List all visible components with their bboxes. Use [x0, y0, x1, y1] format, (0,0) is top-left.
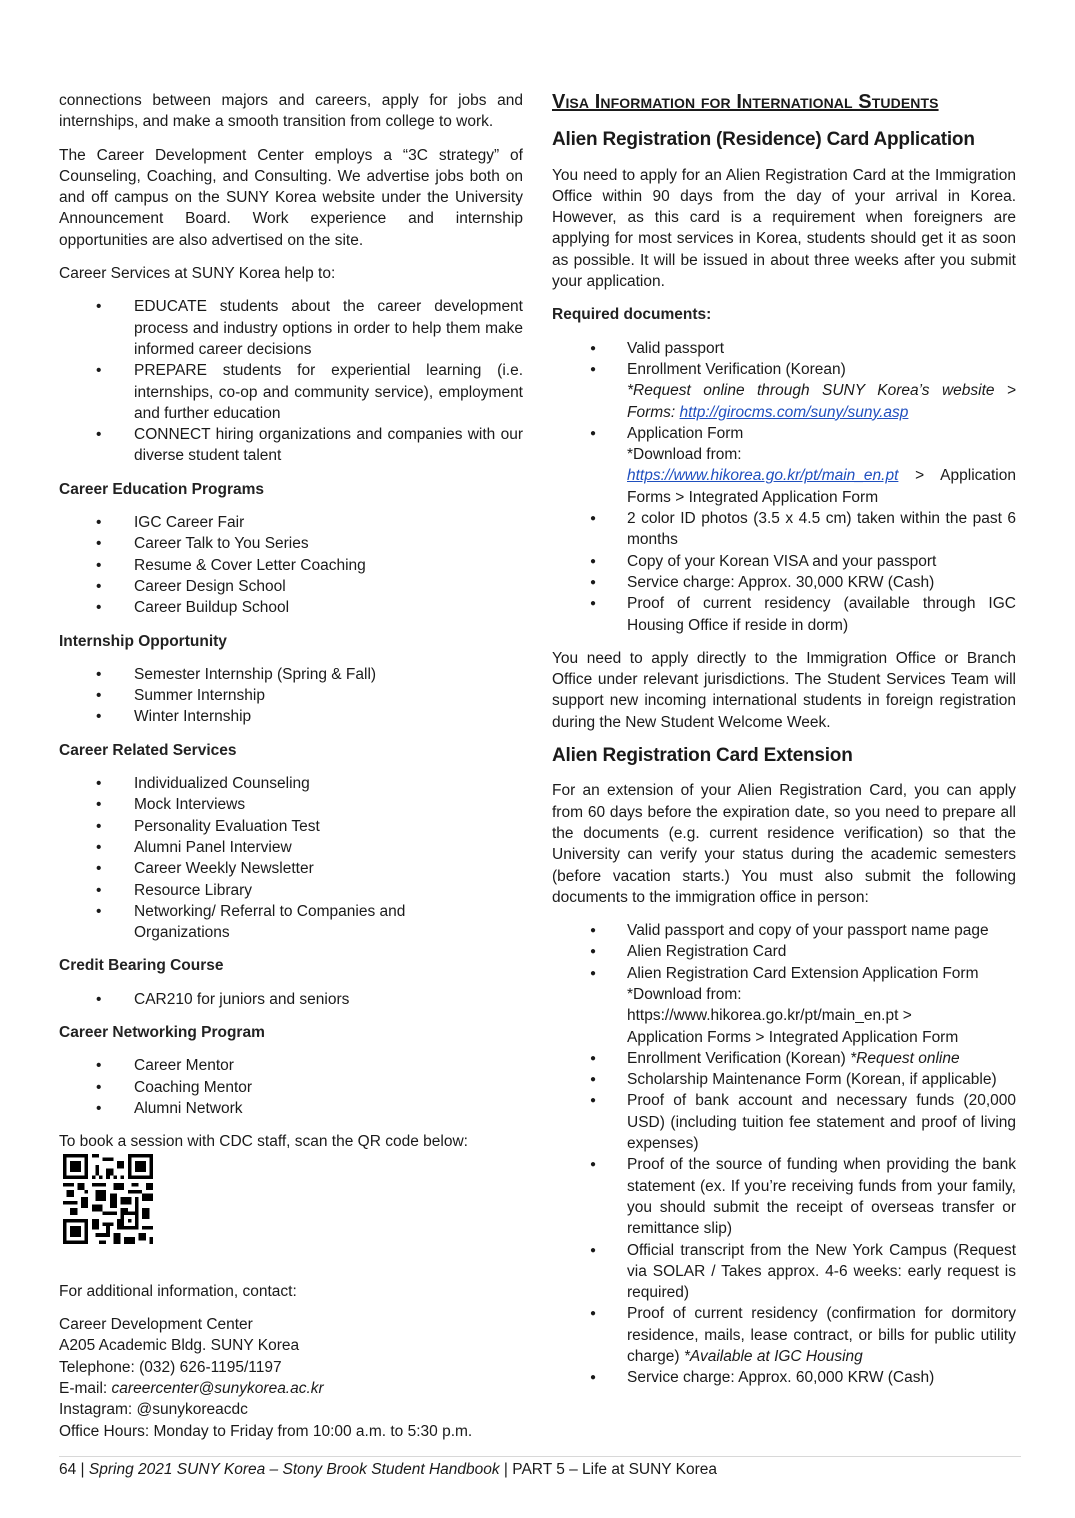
intro-paragraph-1: connections between majors and careers, apply for jobs and internships, and make a smooth transition from college to work. — [59, 92, 523, 131]
list-item: ● Official transcript from the New York Campus (Request via SOLAR / Takes approx. 4-6 weeks: early request is required) — [552, 1240, 1016, 1304]
appform-note: *Download from: — [627, 446, 742, 464]
list-item — [552, 963, 1016, 1048]
list-item: • Resume & Cover Letter Coaching — [59, 555, 523, 576]
list-item: • Resource Library — [59, 880, 523, 901]
list-item — [552, 1303, 1016, 1367]
contact-intro: For additional information, contact: — [59, 1282, 297, 1300]
list-item: ● 2 color ID photos (3.5 x 4.5 cm) taken within the past 6 months — [552, 508, 1016, 551]
internship-list — [59, 664, 523, 728]
qr-intro: To book a session with CDC staff, scan the QR code below: — [59, 1133, 468, 1151]
section-heading: Credit Bearing Course — [59, 957, 224, 975]
ext-enrollment-label: Enrollment Verification (Korean) — [627, 1049, 851, 1067]
section-heading: Career Networking Program — [59, 1023, 265, 1041]
list-item: • Alumni Panel Interview — [59, 837, 523, 858]
appform-path: > Application Forms > Integrated Application Form — [627, 467, 1016, 506]
qr-code[interactable] — [63, 1154, 153, 1244]
list-item: • Career Weekly Newsletter — [59, 858, 523, 879]
page-footer — [59, 1461, 717, 1479]
ext-residency-label: Proof of current residency (confirmation for dormitory residence, mails, lease contract, or bills for public utility charge) — [627, 1305, 1016, 1366]
footer-divider — [59, 1456, 1021, 1457]
list-item: • Semester Internship (Spring & Fall) — [59, 664, 523, 685]
list-item: • Alumni Network — [59, 1098, 523, 1119]
ext-form-url: https://www.hikorea.go.kr/pt/main_en.pt > — [627, 1007, 912, 1025]
list-item: • Career Mentor — [59, 1055, 523, 1076]
enrollment-label: Enrollment Verification (Korean) — [627, 360, 846, 378]
part-title: PART 5 – Life at SUNY Korea — [512, 1461, 718, 1478]
ext-enrollment-note: *Request online — [850, 1049, 960, 1067]
enrollment-note: *Request online through SUNY Korea’s website > Forms: — [627, 382, 1016, 421]
list-item: ● Copy of your Korean VISA and your passport — [552, 551, 1016, 572]
list-item: ● Proof of the source of funding when providing the bank statement (ex. If you’re receiving funds from your family, you should submit the receipt of overseas transfer or remittance slip) — [552, 1154, 1016, 1239]
required-documents-heading: Required documents: — [552, 306, 712, 324]
list-item: • Summer Internship — [59, 685, 523, 706]
list-item: • EDUCATE students about the career development process and industry options in order to help them make informed career decisions — [59, 296, 523, 360]
arc-application-heading: Alien Registration (Residence) Card Application — [552, 129, 975, 151]
list-item: • Career Design School — [59, 576, 523, 597]
email-link[interactable]: careercenter@sunykorea.ac.kr — [111, 1379, 324, 1397]
services-intro: Career Services at SUNY Korea help to: — [59, 265, 336, 283]
list-item: ● Valid passport — [552, 338, 1016, 359]
list-item: • Individualized Counseling — [59, 773, 523, 794]
list-item: ● Alien Registration Card — [552, 941, 1016, 962]
list-item: ● Service charge: Approx. 60,000 KRW (Cash) — [552, 1367, 1016, 1388]
handbook-title: Spring 2021 SUNY Korea – Stony Brook Student Handbook — [88, 1461, 500, 1478]
page-number: 64 — [59, 1461, 77, 1478]
email-label: E-mail: — [59, 1379, 112, 1397]
contact-name: Career Development Center — [59, 1316, 253, 1334]
footer-separator: | — [499, 1461, 513, 1478]
ext-residency-note: *Available at IGC Housing — [683, 1348, 863, 1366]
list-item: • Career Talk to You Series — [59, 533, 523, 554]
appform-label: Application Form — [627, 424, 744, 442]
list-item — [552, 423, 1016, 508]
list-item: • CAR210 for juniors and seniors — [59, 989, 523, 1010]
contact-block — [59, 1314, 523, 1442]
section-heading: Internship Opportunity — [59, 632, 227, 650]
career-education-list — [59, 512, 523, 618]
networking-list — [59, 1055, 523, 1119]
list-item: ● Proof of bank account and necessary funds (20,000 USD) (including tuition fee statement and proof of living expenses) — [552, 1090, 1016, 1154]
intro-paragraph-2: The Career Development Center employs a “3C strategy” of Counseling, Coaching, and Consulting. We advertise jobs both on and off campus on the SUNY Korea website under the University Announcement Board. Work experience and internship opportunities are also advertised on the site. — [59, 146, 523, 249]
required-documents-list — [552, 338, 1016, 636]
related-services-list — [59, 773, 523, 943]
ext-form-label: Alien Registration Card Extension Application Form — [627, 964, 979, 982]
contact-address: A205 Academic Bldg. SUNY Korea — [59, 1337, 300, 1355]
list-item: • Networking/ Referral to Companies and Organizations — [59, 901, 523, 944]
contact-instagram: Instagram: @sunykoreacdc — [59, 1401, 248, 1419]
contact-hours: Office Hours: Monday to Friday from 10:00 a.m. to 5:30 p.m. — [59, 1422, 473, 1440]
extension-documents-list — [552, 920, 1016, 1389]
footer-separator: | — [76, 1461, 89, 1478]
ext-form-path: Application Forms > Integrated Application Form — [627, 1028, 959, 1046]
list-item: • CONNECT hiring organizations and companies with our diverse student talent — [59, 424, 523, 467]
list-item: • Mock Interviews — [59, 794, 523, 815]
section-heading: Career Related Services — [59, 741, 237, 759]
list-item: • PREPARE students for experiential learning (i.e. internships, co-op and community service), employment and further education — [59, 360, 523, 424]
list-item — [552, 359, 1016, 423]
list-item: • Coaching Mentor — [59, 1077, 523, 1098]
arc-paragraph-2: You need to apply directly to the Immigration Office or Branch Office under relevant jurisdictions. The Student Services Team will support new incoming international students in foreign registration during the New Student Welcome Week. — [552, 649, 1016, 731]
list-item: • IGC Career Fair — [59, 512, 523, 533]
credit-course-list — [59, 989, 523, 1010]
contact-email-line — [59, 1378, 523, 1399]
list-item: • Winter Internship — [59, 706, 523, 727]
list-item: ● Service charge: Approx. 30,000 KRW (Cash) — [552, 572, 1016, 593]
arc-extension-heading: Alien Registration Card Extension — [552, 745, 853, 767]
services-list — [59, 296, 523, 466]
list-item: ● Valid passport and copy of your passport name page — [552, 920, 1016, 941]
right-column — [552, 90, 1016, 1401]
extension-paragraph: For an extension of your Alien Registration Card, you can apply from 60 days before the expiration date, so you need to prepare all the documents (e.g. current residence verification) so that the University can verify your status during the academic semesters (before vacation starts.) You must also submit the following documents to the immigration office in person: — [552, 782, 1016, 906]
list-item: ● Proof of current residency (available through IGC Housing Office if reside in dorm) — [552, 593, 1016, 636]
page-section-title: Visa Information for International Students — [552, 91, 939, 113]
section-heading: Career Education Programs — [59, 480, 265, 498]
list-item — [552, 1048, 1016, 1069]
arc-paragraph-1: You need to apply for an Alien Registration Card at the Immigration Office within 90 days from the day of your arrival in Korea. However, as this card is a requirement when foreigners are applying for most services in Korea, students should get it as soon as possible. It will be issued in about three weeks after you submit your application. — [552, 166, 1016, 291]
hikorea-link[interactable]: https://www.hikorea.go.kr/pt/main_en.pt — [627, 467, 899, 485]
ext-form-note: *Download from: — [627, 985, 742, 1003]
left-column — [59, 90, 523, 1442]
list-item: • Career Buildup School — [59, 597, 523, 618]
list-item: • Personality Evaluation Test — [59, 816, 523, 837]
contact-telephone: Telephone: (032) 626-1195/1197 — [59, 1358, 282, 1376]
girocms-link[interactable]: http://girocms.com/suny/suny.asp — [679, 403, 909, 421]
list-item: ● Scholarship Maintenance Form (Korean, if applicable) — [552, 1069, 1016, 1090]
